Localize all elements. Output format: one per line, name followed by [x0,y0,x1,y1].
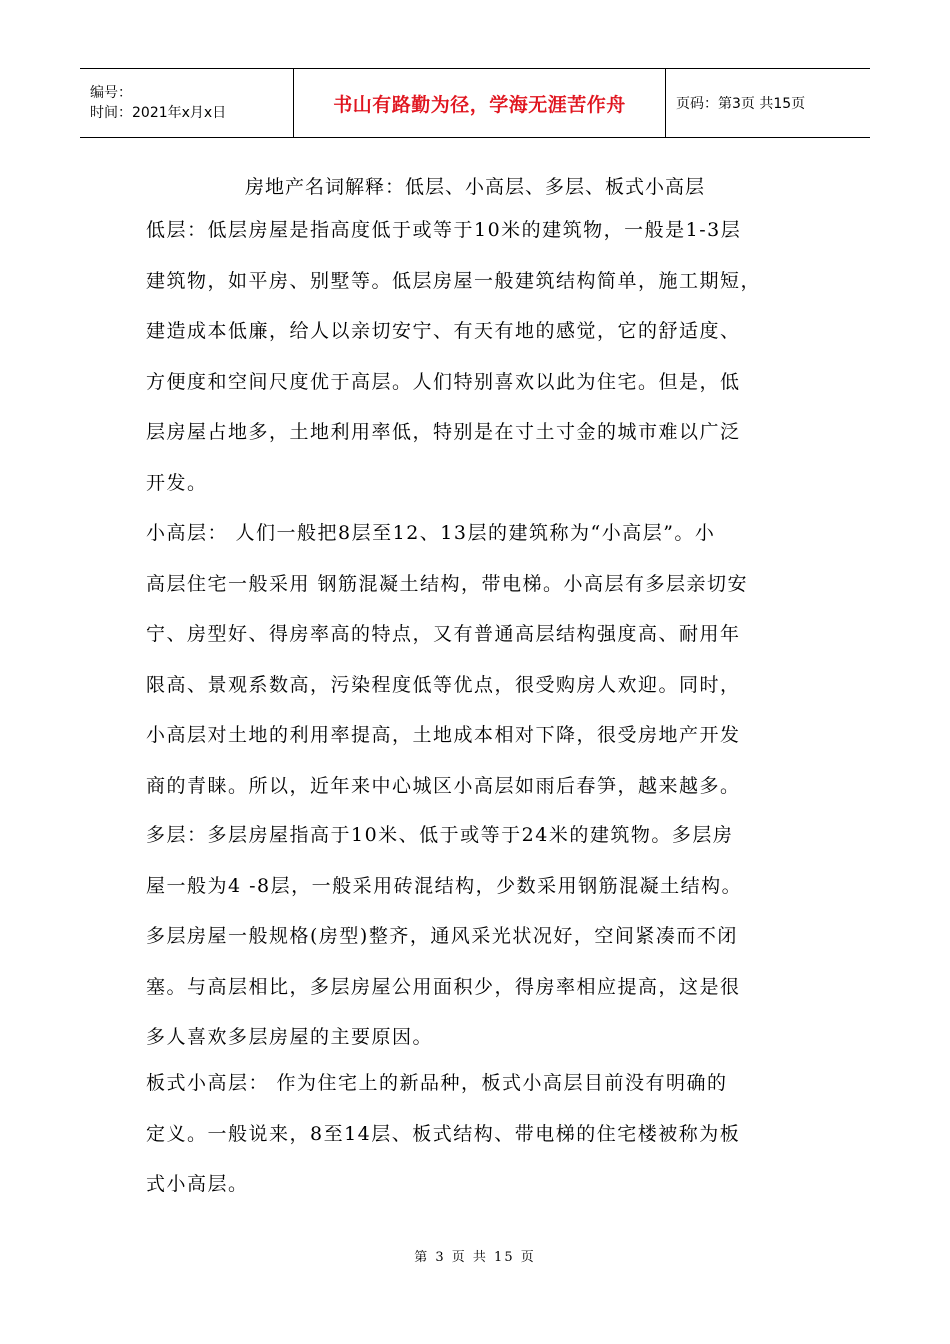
text-line: 屋一般为4 -8层，一般采用砖混结构，少数采用钢筋混凝土结构。 [146,874,743,897]
header-meta [80,69,294,137]
text-line: 小高层： 人们一般把8层至12、13层的建筑称为“小高层”。小 [146,522,716,544]
text-line: 层房屋占地多，土地利用率低，特别是在寸土寸金的城市难以广泛 [146,421,741,443]
text-line: 建筑物，如平房、别墅等。低层房屋一般建筑结构简单，施工期短， [146,269,762,292]
text-line: 限高、景观系数高，污染程度低等优点，很受购房人欢迎。同时， [146,673,741,696]
text-line: 开发。 [146,471,208,494]
document-header [80,68,870,138]
header-motto: 书山有路勤为径，学海无涯苦作舟 [294,69,666,137]
header-page-info: 页码：第3页 共15页 [676,96,806,112]
text-line: 小高层对土地的利用率提高，土地成本相对下降，很受房地产开发 [146,724,741,746]
text-line: 多人喜欢多层房屋的主要原因。 [146,1026,434,1048]
text-line: 商的青睐。所以，近年来中心城区小高层如雨后春笋，越来越多。 [146,774,741,797]
text-line: 式小高层。 [146,1173,249,1195]
text-line: 塞。与高层相比，多层房屋公用面积少，得房率相应提高，这是很 [146,975,741,998]
text-line: 定义。一般说来，8至14层、板式结构、带电梯的住宅楼被称为板 [146,1122,741,1145]
number-label: 编号： [90,85,132,101]
time-label: 时间：2021年x月x日 [90,105,227,121]
text-line: 方便度和空间尺度优于高层。人们特别喜欢以此为住宅。但是，低 [146,370,741,393]
text-line: 低层：低层房屋是指高度低于或等于10米的建筑物，一般是1-3层 [146,219,742,241]
page-footer: 第 3 页 共 15 页 [414,1250,536,1265]
text-line: 多层房屋一般规格(房型)整齐，通风采光状况好，空间紧凑而不闭 [146,925,738,947]
text-line: 宁、房型好、得房率高的特点，又有普通高层结构强度高、耐用年 [146,623,741,645]
paragraph-low-rise [146,205,806,508]
text-line: 板式小高层： 作为住宅上的新品种，板式小高层目前没有明确的 [146,1072,728,1094]
paragraph-mid-high-rise [146,508,806,811]
text-line: 多层：多层房屋指高于10米、低于或等于24米的建筑物。多层房 [146,824,734,846]
paragraph-slab-mid-high-rise [146,1058,806,1210]
text-line: 高层住宅一般采用 钢筋混凝土结构，带电梯。小高层有多层亲切安 [146,572,749,595]
text-line: 建造成本低廉，给人以亲切安宁、有天有地的感觉，它的舒适度、 [146,320,741,342]
paragraph-multi-storey [146,810,806,1063]
document-title: 房地产名词解释：低层、小高层、多层、板式小高层 [244,176,705,198]
